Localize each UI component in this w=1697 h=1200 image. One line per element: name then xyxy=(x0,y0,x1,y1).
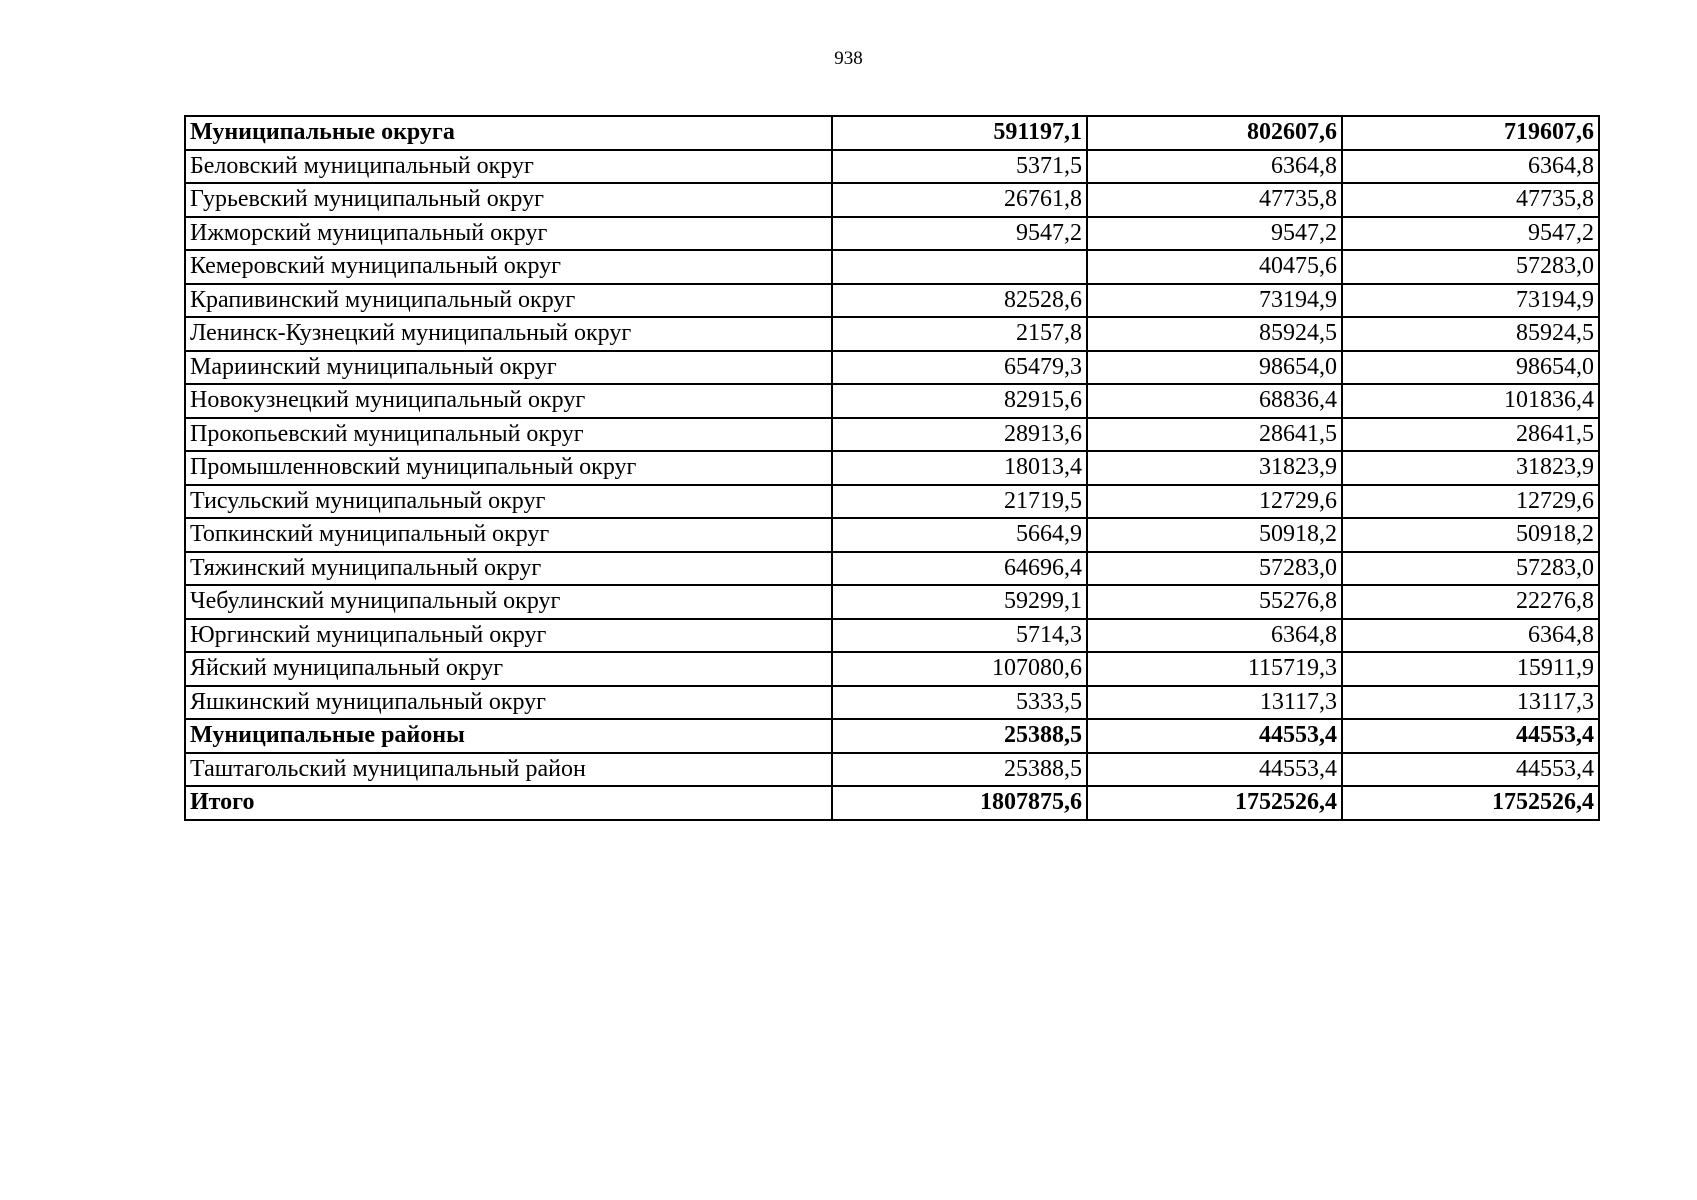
table-row xyxy=(185,384,1599,418)
row-value-3-cell: 6364,8 xyxy=(1342,619,1599,653)
row-name-cell: Таштагольский муниципальный район xyxy=(185,753,832,787)
row-value-2-cell: 13117,3 xyxy=(1087,686,1342,720)
table-row xyxy=(185,451,1599,485)
row-value-2-cell: 73194,9 xyxy=(1087,284,1342,318)
row-value-2-cell: 50918,2 xyxy=(1087,518,1342,552)
row-value-3-cell: 85924,5 xyxy=(1342,317,1599,351)
row-value-3-cell: 12729,6 xyxy=(1342,485,1599,519)
row-name-cell: Прокопьевский муниципальный округ xyxy=(185,418,832,452)
row-value-1-cell: 5714,3 xyxy=(832,619,1087,653)
row-value-2-cell: 85924,5 xyxy=(1087,317,1342,351)
row-value-2-cell: 55276,8 xyxy=(1087,585,1342,619)
row-name-cell: Муниципальные районы xyxy=(185,719,832,753)
table-row-subtotal xyxy=(185,116,1599,150)
row-value-2-cell: 115719,3 xyxy=(1087,652,1342,686)
table-body xyxy=(185,116,1599,820)
table-row xyxy=(185,250,1599,284)
table-row xyxy=(185,686,1599,720)
table-row xyxy=(185,652,1599,686)
row-value-3-cell: 73194,9 xyxy=(1342,284,1599,318)
row-value-1-cell: 82528,6 xyxy=(832,284,1087,318)
row-value-3-cell: 15911,9 xyxy=(1342,652,1599,686)
row-value-2-cell: 6364,8 xyxy=(1087,619,1342,653)
row-value-1-cell: 64696,4 xyxy=(832,552,1087,586)
table-row xyxy=(185,619,1599,653)
row-name-cell: Муниципальные округа xyxy=(185,116,832,150)
page-number: 938 xyxy=(834,48,863,69)
row-value-1-cell: 9547,2 xyxy=(832,217,1087,251)
row-name-cell: Крапивинский муниципальный округ xyxy=(185,284,832,318)
row-value-2-cell: 31823,9 xyxy=(1087,451,1342,485)
row-name-cell: Яйский муниципальный округ xyxy=(185,652,832,686)
row-name-cell: Ижморский муниципальный округ xyxy=(185,217,832,251)
row-value-3-cell: 28641,5 xyxy=(1342,418,1599,452)
row-value-3-cell: 44553,4 xyxy=(1342,719,1599,753)
row-value-1-cell: 26761,8 xyxy=(832,183,1087,217)
table-row xyxy=(185,418,1599,452)
row-value-3-cell: 719607,6 xyxy=(1342,116,1599,150)
row-value-1-cell: 5333,5 xyxy=(832,686,1087,720)
row-value-2-cell: 40475,6 xyxy=(1087,250,1342,284)
row-value-3-cell: 50918,2 xyxy=(1342,518,1599,552)
row-value-1-cell: 107080,6 xyxy=(832,652,1087,686)
row-value-1-cell: 5664,9 xyxy=(832,518,1087,552)
row-name-cell: Мариинский муниципальный округ xyxy=(185,351,832,385)
row-value-2-cell: 6364,8 xyxy=(1087,150,1342,184)
table-row xyxy=(185,552,1599,586)
row-value-3-cell: 101836,4 xyxy=(1342,384,1599,418)
budget-table xyxy=(184,115,1600,821)
table-row xyxy=(185,753,1599,787)
row-value-3-cell: 9547,2 xyxy=(1342,217,1599,251)
row-value-3-cell: 22276,8 xyxy=(1342,585,1599,619)
row-value-2-cell: 28641,5 xyxy=(1087,418,1342,452)
table-row xyxy=(185,317,1599,351)
row-value-1-cell: 25388,5 xyxy=(832,753,1087,787)
row-name-cell: Промышленновский муниципальный округ xyxy=(185,451,832,485)
table-row xyxy=(185,518,1599,552)
table-row xyxy=(185,585,1599,619)
row-name-cell: Топкинский муниципальный округ xyxy=(185,518,832,552)
row-name-cell: Тяжинский муниципальный округ xyxy=(185,552,832,586)
row-value-2-cell: 57283,0 xyxy=(1087,552,1342,586)
table-row-subtotal xyxy=(185,786,1599,820)
row-value-1-cell: 591197,1 xyxy=(832,116,1087,150)
row-name-cell: Беловский муниципальный округ xyxy=(185,150,832,184)
row-value-2-cell: 68836,4 xyxy=(1087,384,1342,418)
row-value-1-cell: 25388,5 xyxy=(832,719,1087,753)
row-name-cell: Итого xyxy=(185,786,832,820)
row-value-3-cell: 1752526,4 xyxy=(1342,786,1599,820)
table-row-subtotal xyxy=(185,719,1599,753)
row-value-1-cell: 5371,5 xyxy=(832,150,1087,184)
row-name-cell: Ленинск-Кузнецкий муниципальный округ xyxy=(185,317,832,351)
row-value-1-cell: 18013,4 xyxy=(832,451,1087,485)
row-name-cell: Кемеровский муниципальный округ xyxy=(185,250,832,284)
row-value-1-cell: 1807875,6 xyxy=(832,786,1087,820)
row-value-2-cell: 1752526,4 xyxy=(1087,786,1342,820)
table-row xyxy=(185,217,1599,251)
row-value-1-cell: 2157,8 xyxy=(832,317,1087,351)
row-value-2-cell: 44553,4 xyxy=(1087,753,1342,787)
row-value-2-cell: 44553,4 xyxy=(1087,719,1342,753)
table-row xyxy=(185,183,1599,217)
row-name-cell: Юргинский муниципальный округ xyxy=(185,619,832,653)
row-value-1-cell: 65479,3 xyxy=(832,351,1087,385)
row-value-3-cell: 47735,8 xyxy=(1342,183,1599,217)
row-name-cell: Новокузнецкий муниципальный округ xyxy=(185,384,832,418)
row-value-3-cell: 98654,0 xyxy=(1342,351,1599,385)
row-value-1-cell: 21719,5 xyxy=(832,485,1087,519)
row-value-3-cell: 57283,0 xyxy=(1342,552,1599,586)
row-value-3-cell: 31823,9 xyxy=(1342,451,1599,485)
row-name-cell: Тисульский муниципальный округ xyxy=(185,485,832,519)
row-value-1-cell xyxy=(832,250,1087,284)
row-name-cell: Яшкинский муниципальный округ xyxy=(185,686,832,720)
row-value-2-cell: 47735,8 xyxy=(1087,183,1342,217)
table-row xyxy=(185,351,1599,385)
row-value-2-cell: 98654,0 xyxy=(1087,351,1342,385)
row-value-1-cell: 28913,6 xyxy=(832,418,1087,452)
row-value-3-cell: 57283,0 xyxy=(1342,250,1599,284)
row-value-3-cell: 6364,8 xyxy=(1342,150,1599,184)
row-value-1-cell: 59299,1 xyxy=(832,585,1087,619)
row-name-cell: Чебулинский муниципальный округ xyxy=(185,585,832,619)
row-value-1-cell: 82915,6 xyxy=(832,384,1087,418)
budget-table-container xyxy=(184,115,1600,821)
row-name-cell: Гурьевский муниципальный округ xyxy=(185,183,832,217)
row-value-2-cell: 9547,2 xyxy=(1087,217,1342,251)
table-row xyxy=(185,485,1599,519)
row-value-2-cell: 12729,6 xyxy=(1087,485,1342,519)
row-value-2-cell: 802607,6 xyxy=(1087,116,1342,150)
table-row xyxy=(185,150,1599,184)
row-value-3-cell: 13117,3 xyxy=(1342,686,1599,720)
table-row xyxy=(185,284,1599,318)
row-value-3-cell: 44553,4 xyxy=(1342,753,1599,787)
